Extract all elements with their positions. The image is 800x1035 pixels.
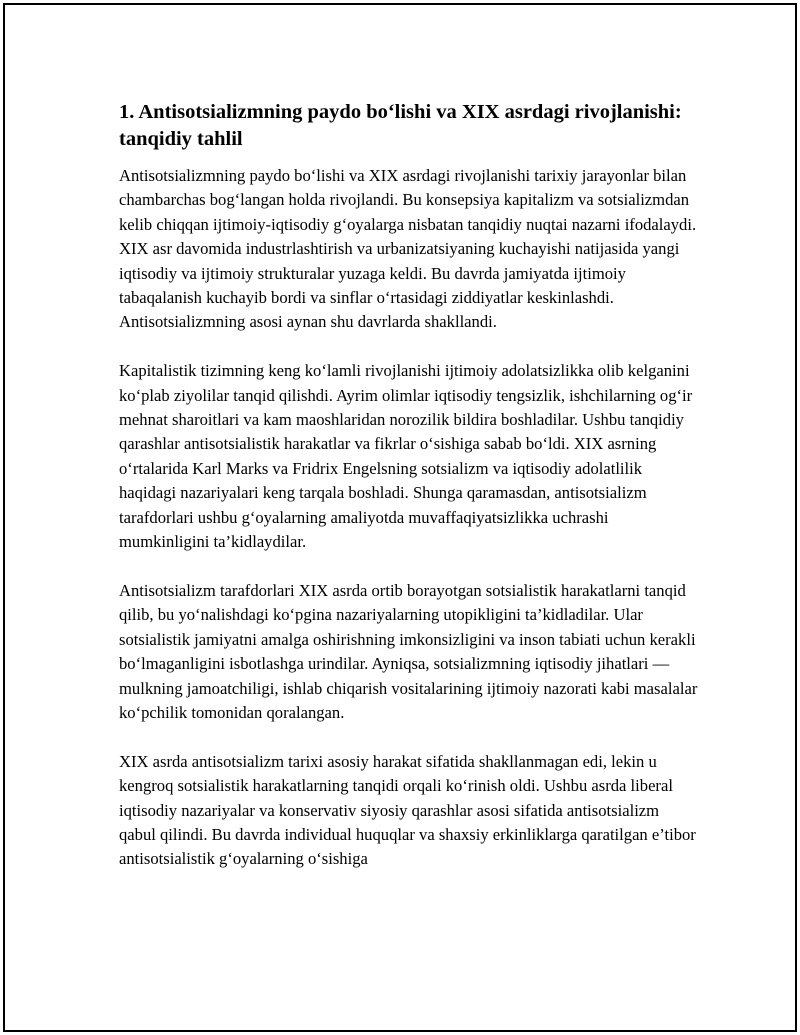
document-body [119, 99, 699, 872]
paragraph-1: Antisotsializmning paydo bo‘lishi va XIX asrdagi rivojlanishi tarixiy jarayonlar bilan chambarchas bog‘langan holda rivojlandi. Bu konsepsiya kapitalizm va sotsializmdan kelib chiqqan ijtimoiy-iqtisodiy g‘oyalarga nisbatan tanqidiy nuqtai nazarni ifodalaydi. XIX asr davomida industrlashtirish va urbanizatsiyaning kuchayishi natijasida yangi iqtisodiy va ijtimoiy strukturalar yuzaga keldi. Bu davrda jamiyatda ijtimoiy tabaqalanish kuchayib bordi va sinflar o‘rtasidagi ziddiyatlar keskinlashdi. Antisotsializmning asosi aynan shu davrlarda shakllandi. [119, 166, 697, 332]
section-title: 1. Antisotsializmning paydo bo‘lishi va XIX asrdagi rivojlanishi: tanqidiy tahlil [119, 101, 682, 150]
paragraph-4: XIX asrda antisotsializm tarixi asosiy harakat sifatida shakllanmagan edi, lekin u kengroq sotsialistik harakatlarning tanqidi orqali ko‘rinish oldi. Ushbu asrda liberal iqtisodiy nazariyalar va konservativ siyosiy qarashlar asosi sifatida antisotsializm qabul qilindi. Bu davrda individual huquqlar va shaxsiy erkinliklarga qaratilgan e’tibor antisotsialistik g‘oyalarning o‘sishiga [119, 751, 696, 869]
paragraph-2: Kapitalistik tizimning keng ko‘lamli rivojlanishi ijtimoiy adolatsizlikka olib kelganini ko‘plab ziyolilar tanqid qilishdi. Ayrim olimlar iqtisodiy tengsizlik, ishchilarning og‘ir mehnat sharoitlari va kam maoshlaridan norozilik bildira boshladilar. Ushbu tanqidiy qarashlar antisotsialistik harakatlar va fikrlar o‘sishiga sabab bo‘ldi. XIX asrning o‘rtalarida Karl Marks va Fridrix Engelsning sotsializm va iqtisodiy adolatlilik haqidagi nazariyalari keng tarqala boshladi. Shunga qaramasdan, antisotsializm tarafdorlari ushbu g‘oyalarning amaliyotda muvaffaqiyatsizlikka uchrashi mumkinligini ta’kidlaydilar. [119, 361, 693, 552]
page-frame [3, 3, 797, 1032]
paragraph-3: Antisotsializm tarafdorlari XIX asrda ortib borayotgan sotsialistik harakatlarni tanqid qilib, bu yo‘nalishdagi ko‘pgina nazariyalarning utopikligini ta’kidladilar. Ular sotsialistik jamiyatni amalga oshirishning imkonsizligini va inson tabiati uchun kerakli bo‘lmaganligini isbotlashga urindilar. Ayniqsa, sotsializmning iqtisodiy jihatlari — mulkning jamoatchiligi, ishlab chiqarish vositalarining ijtimoiy nazorati kabi masalalar ko‘pchilik tomonidan qoralangan. [119, 580, 698, 722]
